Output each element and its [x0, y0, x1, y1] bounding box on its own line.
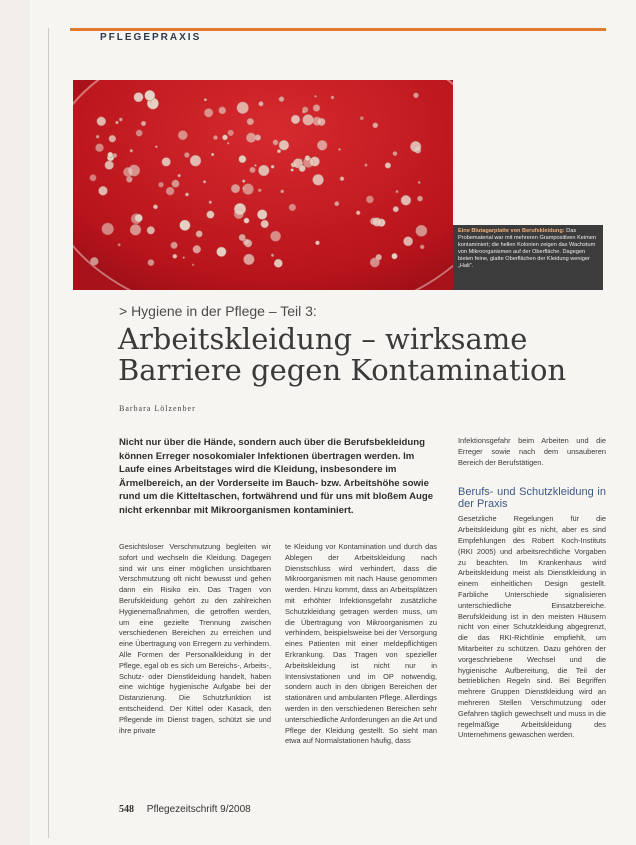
colony-dot	[147, 226, 155, 234]
colony-dot	[376, 254, 382, 260]
colony-dot	[271, 254, 274, 257]
article-title: Arbeitskleidung – wirksame Barriere gegen Kontamination	[118, 322, 567, 387]
colony-dot	[417, 196, 422, 201]
section-label: PFLEGEPRAXIS	[100, 32, 202, 43]
colony-dot	[173, 254, 177, 258]
colony-dot	[239, 155, 246, 162]
colony-dot	[385, 163, 391, 169]
colony-dot	[145, 90, 155, 100]
article-kicker: > Hygiene in der Pflege – Teil 3:	[119, 303, 317, 319]
colony-dot	[222, 135, 227, 140]
colony-dot	[166, 187, 174, 195]
colony-dot	[155, 146, 157, 148]
colony-dot	[242, 180, 245, 183]
colony-dot	[171, 242, 178, 249]
colony-dot	[184, 152, 189, 157]
colony-dot	[141, 121, 146, 126]
colony-dot	[392, 253, 398, 259]
colony-dot	[109, 135, 116, 142]
colony-dot	[246, 133, 256, 143]
colony-dot	[410, 141, 421, 152]
column-3-intro: Infektionsgefahr beim Arbeiten und die Erreger sowie nach dem unsauberen Bereich der Berufstätigen.	[458, 436, 606, 467]
colony-dot	[244, 218, 249, 223]
colony-dot	[123, 167, 133, 177]
colony-dot	[303, 114, 314, 125]
colony-dot	[227, 142, 229, 144]
colony-dot	[416, 225, 427, 236]
article-lead: Nicht nur über die Hände, sondern auch über die Berufsbekleidung können Erreger nosokomialer Infektionen übertragen werden. Im Laufe eines Arbeitstages wird die Kleidung, insbesondere im Ärmelbereich, an der Vorderseite im Bauch- bzw. Arbeitshöhe sowie rund um die Kitteltaschen, fortwährend und für uns mit bloßem Auge nicht erkennbar mit Mikroorganismen kontaminiert.	[119, 437, 434, 516]
figure-caption	[453, 225, 603, 290]
colony-dot	[373, 218, 382, 227]
colony-dot	[178, 131, 187, 140]
colony-dot	[356, 211, 360, 215]
colony-dot	[277, 149, 281, 153]
colony-dot	[255, 165, 257, 167]
colony-dot	[302, 111, 305, 114]
colony-dot	[192, 264, 194, 266]
colony-dot	[135, 214, 143, 222]
colony-dot	[203, 180, 206, 183]
colony-dot	[258, 165, 269, 176]
agar-plate-photo	[73, 80, 453, 290]
colony-dot	[119, 118, 122, 121]
colony-dot	[315, 241, 319, 245]
colony-dot	[130, 149, 133, 152]
colony-dot	[219, 107, 226, 114]
colony-dot	[273, 140, 278, 145]
agar-plate-image	[73, 80, 453, 290]
colony-dot	[204, 108, 213, 117]
colony-dot	[243, 187, 245, 189]
colony-dot	[257, 210, 267, 220]
colony-dot	[366, 196, 373, 203]
colony-dot	[136, 130, 143, 137]
colony-dot	[90, 257, 98, 265]
colony-dot	[291, 115, 300, 124]
colony-dot	[289, 204, 296, 211]
colony-dot	[126, 176, 132, 182]
colony-dot	[231, 184, 240, 193]
colony-dot	[217, 247, 227, 257]
colony-dot	[180, 220, 191, 231]
colony-dot	[365, 164, 368, 167]
colony-dot	[338, 148, 340, 150]
colony-dot	[317, 140, 327, 150]
page-gutter	[0, 0, 30, 845]
colony-dot	[413, 93, 418, 98]
colony-dot	[204, 98, 207, 101]
colony-dot	[148, 259, 154, 265]
colony-dot	[299, 159, 302, 162]
colony-dot	[243, 239, 249, 245]
colony-dot	[279, 97, 284, 102]
colony-dot	[403, 237, 412, 246]
colony-dot	[105, 161, 114, 170]
colony-dot	[250, 167, 256, 173]
colony-dot	[234, 209, 244, 219]
colony-dot	[207, 211, 215, 219]
caption-lead: Eine Blutagarplatte von Berufskleidung:	[458, 228, 565, 234]
colony-dot	[196, 231, 203, 238]
colony-dot	[97, 117, 106, 126]
colony-dot	[303, 157, 313, 167]
colony-dot	[313, 105, 320, 112]
colony-dot	[313, 117, 322, 126]
colony-dot	[335, 201, 340, 206]
colony-dot	[237, 102, 249, 114]
colony-dot	[314, 95, 316, 97]
colony-dot	[228, 130, 234, 136]
colony-dot	[99, 186, 108, 195]
colony-dot	[116, 121, 119, 124]
colony-dot	[185, 193, 188, 196]
subheading: Berufs- und Schutzkleidung in der Praxis	[458, 486, 606, 511]
colony-dot	[373, 123, 378, 128]
colony-dot	[95, 144, 103, 152]
colony-dot	[279, 140, 289, 150]
column-3-body: Gesetzliche Regelungen für die Arbeitskleidung gibt es nicht, aber es sind Empfehlungen des Robert Koch-Instituts (RKI 2005) und arbeitsrechtliche Vorgaben zu beachten. Im Krankenhaus wird Arbeitskleidung meist als Dienstkleidung in einem einheitlichen Design gestellt. Farbliche Unterschiede signalisieren unterschiedliche Einsatzbereiche. Berufskleidung ist in den meisten Häusern nicht von einer Schutzkleidung abgegrenzt, die das RKI-Richtlinie empfiehlt, um Mitarbeiter zu schützen. Dazu gehören der vorgeschriebene Wechsel und die hygienische Aufbereitung, die Teil der betrieblichen Regeln sind. Bei Begriffen mehrere Gruppen Dienstkleidung wird an mehreren Stellen Verschmutzung oder Gefahren täglich gewechselt und muss in die regelmäßige Arbeitskleidung des Unternehmens gewaschen werden.	[458, 514, 606, 740]
colony-dot	[102, 223, 114, 235]
colony-dot	[162, 158, 171, 167]
article-author: Barbara Lölzenber	[119, 404, 196, 413]
colony-dot	[213, 135, 217, 139]
page-number: 548	[119, 804, 134, 815]
colony-dot	[420, 245, 424, 249]
colony-dot	[247, 118, 254, 125]
colony-dot	[274, 259, 282, 267]
colony-dot	[190, 155, 201, 166]
colony-dot	[172, 180, 180, 188]
colony-dot	[130, 224, 141, 235]
body-column-3	[458, 436, 606, 741]
colony-dot	[258, 189, 261, 192]
body-column-2: te Kleidung vor Kontamination und durch das Ablegen der Arbeitskleidung nach Dienstschluss wird verhindert, dass die Mikroorganismen mit nach Hause genommen werden. Hinzu kommt, dass an Arbeitsplätzen mit erhöhter Infektionsgefahr zusätzliche Schutzkleidung getragen werden muss, um die Übertragung von Mikroorganismen zu verhindern, beispielsweise bei der Versorgung eines Patienten mit einer meldepflichtigen Erkrankung. Das Tragen von spezieller Arbeitskleidung ist nicht nur in Intensivstationen und im OP notwendig, sondern auch in den übrigen Bereichen der stationären und ambulanten Pflege. Allerdings werden in den verschiedenen Bereichen sehr unterschiedliche Anforderungen an die Art und Pflege der Kleidung gestellt. So sieht man etwa auf Normalstationen häufig, dass	[285, 542, 437, 746]
colony-dot	[178, 174, 181, 177]
body-column-1: Gesichtsloser Verschmutzung begleiten wir sofort und wechseln die Kleidung. Dagegen sind wir uns einer möglichen unsichtbaren Verschmutzung oft nicht bewusst und gehen dann ein Risiko ein. Das Tragen von Berufskleidung gehört zu den zahlreichen Hygienemaßnahmen, die getroffen werden, um eine gezielte Trennung zwischen verschiedenen Bereichen zu erreichen und eine Übertragung von Erregern zu verhindern. Alle Formen der Personalkleidung in der Pflege, egal ob es sich um Bereichs-, Arbeits-, Schutz- oder Dienstkleidung handelt, haben eine wichtige hygienische Aufgabe bei der Distanzierung. Die Schutzfunktion ist entscheidend. Der Kittel oder Kasack, den Pflegende im Dienst tragen, schützt sie und ihre private	[119, 542, 271, 735]
colony-dot	[331, 96, 334, 99]
colony-dot	[340, 177, 344, 181]
colony-dot	[209, 201, 212, 204]
colony-dot	[183, 257, 185, 259]
colony-dot	[393, 206, 399, 212]
colony-dot	[134, 93, 143, 102]
caption-body: Das Probematerial war mit mehreren Grampositiven Keimen kontaminiert; die hellen Kolonien zeigen das Wachstum von Mikroorganismen auf der Oberfläche. Dagegen bieten feine, glatte Oberflächen der Kleidung weniger „Halt“.	[458, 228, 597, 269]
colony-dot	[396, 190, 399, 193]
colony-dot	[259, 101, 264, 106]
colony-dot	[153, 205, 157, 209]
colony-dot	[108, 152, 113, 157]
colony-dot	[401, 195, 411, 205]
colony-dot	[393, 151, 397, 155]
colony-dot	[291, 169, 294, 172]
colony-dot	[118, 243, 121, 246]
journal-name: Pflegezeitschrift 9/2008	[146, 804, 251, 815]
colony-dot	[281, 190, 284, 193]
colony-dot	[90, 175, 97, 182]
colony-dot	[360, 116, 364, 120]
page-footer	[119, 804, 251, 815]
colony-dot	[261, 220, 269, 228]
colony-dot	[158, 182, 163, 187]
colony-dot	[244, 254, 255, 265]
colony-dot	[211, 153, 214, 156]
colony-dot	[313, 174, 324, 185]
page-edge-line	[48, 28, 49, 838]
colony-dot	[193, 245, 201, 253]
colony-dot	[418, 181, 420, 183]
colony-dot	[96, 135, 99, 138]
colony-dot	[271, 165, 274, 168]
colony-dot	[270, 231, 280, 241]
